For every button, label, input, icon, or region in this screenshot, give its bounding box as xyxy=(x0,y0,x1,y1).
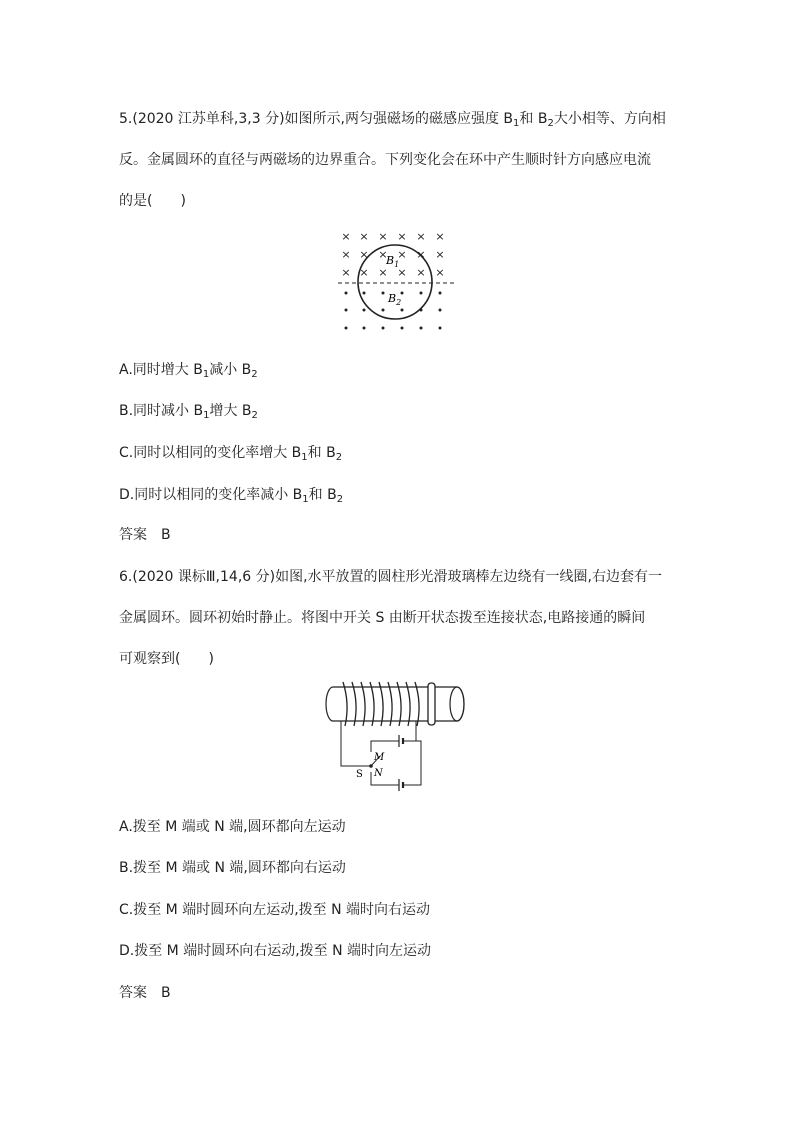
dot-marker xyxy=(345,292,348,295)
cross-marker: × xyxy=(359,248,369,261)
battery-top xyxy=(399,735,403,747)
dot-marker xyxy=(420,327,423,330)
metal-ring xyxy=(428,683,435,725)
q6-answer: 答案 B xyxy=(119,985,171,1001)
q5-option-a: A.同时增大 $B_1$减小 $B_2$ xyxy=(119,362,258,380)
q5-stem-line-1 xyxy=(119,109,666,129)
q5-answer: 答案 B xyxy=(119,527,171,543)
n-label: N xyxy=(374,768,383,779)
dot-marker xyxy=(345,309,348,312)
cross-marker: × xyxy=(341,230,351,243)
cross-marker: × xyxy=(397,248,407,261)
q5-stem-line-3: 的是( ) xyxy=(119,193,186,209)
dot-marker xyxy=(363,327,366,330)
cross-marker: × xyxy=(378,230,388,243)
q6-coil-circuit-figure xyxy=(325,680,470,798)
cross-marker: × xyxy=(397,230,407,243)
cross-marker: × xyxy=(341,266,351,279)
cross-marker: × xyxy=(378,266,388,279)
cross-marker: × xyxy=(359,266,369,279)
q5-stem-text: 大小相等、方向相 xyxy=(553,111,666,127)
dot-marker xyxy=(382,327,385,330)
dot-marker xyxy=(382,292,385,295)
cross-marker: × xyxy=(416,266,426,279)
q6-stem-line-1: 6.(2020 课标Ⅲ,14,6 分)如图,水平放置的圆柱形光滑玻璃棒左边绕有一线圈,右边套有一 xyxy=(119,569,662,585)
q5-option-d: D.同时以相同的变化率减小 $B_1$和 $B_2$ xyxy=(119,487,344,505)
dot-marker xyxy=(363,292,366,295)
q5-stem-text: 5.(2020 江苏单科,3,3 分)如图所示,两匀强磁场的磁感应强度 B xyxy=(119,111,514,127)
dot-marker xyxy=(401,327,404,330)
cross-marker: × xyxy=(416,230,426,243)
q6-option-c: C.拨至 M 端时圆环向左运动,拨至 N 端时向右运动 xyxy=(119,902,431,918)
cross-marker: × xyxy=(435,266,445,279)
q6-option-d: D.拨至 M 端时圆环向右运动,拨至 N 端时向左运动 xyxy=(119,943,432,959)
q6-option-a: A.拨至 M 端或 N 端,圆环都向左运动 xyxy=(119,819,346,835)
dot-marker xyxy=(439,292,442,295)
dot-marker xyxy=(401,292,404,295)
cross-marker: × xyxy=(416,248,426,261)
cross-marker: × xyxy=(378,248,388,261)
switch-pivot xyxy=(369,764,373,768)
b2-label: $B_2$ xyxy=(388,292,402,307)
q6-stem-line-2: 金属圆环。圆环初始时静止。将图中开关 S 由断开状态拨至连接状态,电路接通的瞬间 xyxy=(119,610,646,626)
dot-marker xyxy=(345,327,348,330)
q6-stem-line-3: 可观察到( ) xyxy=(119,651,214,667)
q6-option-b: B.拨至 M 端或 N 端,圆环都向右运动 xyxy=(119,860,346,876)
q5-magnetic-field-figure xyxy=(330,222,465,340)
subscript: 1 xyxy=(513,118,520,129)
dot-marker xyxy=(439,309,442,312)
cross-marker: × xyxy=(359,230,369,243)
q5-option-b: B.同时减小 $B_1$增大 $B_2$ xyxy=(119,403,258,421)
dot-marker xyxy=(401,309,404,312)
dot-marker xyxy=(363,309,366,312)
s-label: S xyxy=(356,769,363,780)
cross-marker: × xyxy=(397,266,407,279)
cross-marker: × xyxy=(341,248,351,261)
cross-marker: × xyxy=(435,248,445,261)
dot-marker xyxy=(420,292,423,295)
b1-label: $B_1$ xyxy=(386,254,400,269)
cross-marker: × xyxy=(435,230,445,243)
q5-option-c: C.同时以相同的变化率增大 $B_1$和 $B_2$ xyxy=(119,445,343,463)
q5-stem-text: 和 B xyxy=(519,111,548,127)
dot-marker xyxy=(382,309,385,312)
battery-bottom xyxy=(399,779,403,791)
q5-stem-line-2: 反。金属圆环的直径与两磁场的边界重合。下列变化会在环中产生顺时针方向感应电流 xyxy=(119,152,651,168)
subscript: 2 xyxy=(547,118,554,129)
dot-marker xyxy=(439,327,442,330)
metal-ring xyxy=(358,245,432,319)
m-label: M xyxy=(374,752,385,763)
